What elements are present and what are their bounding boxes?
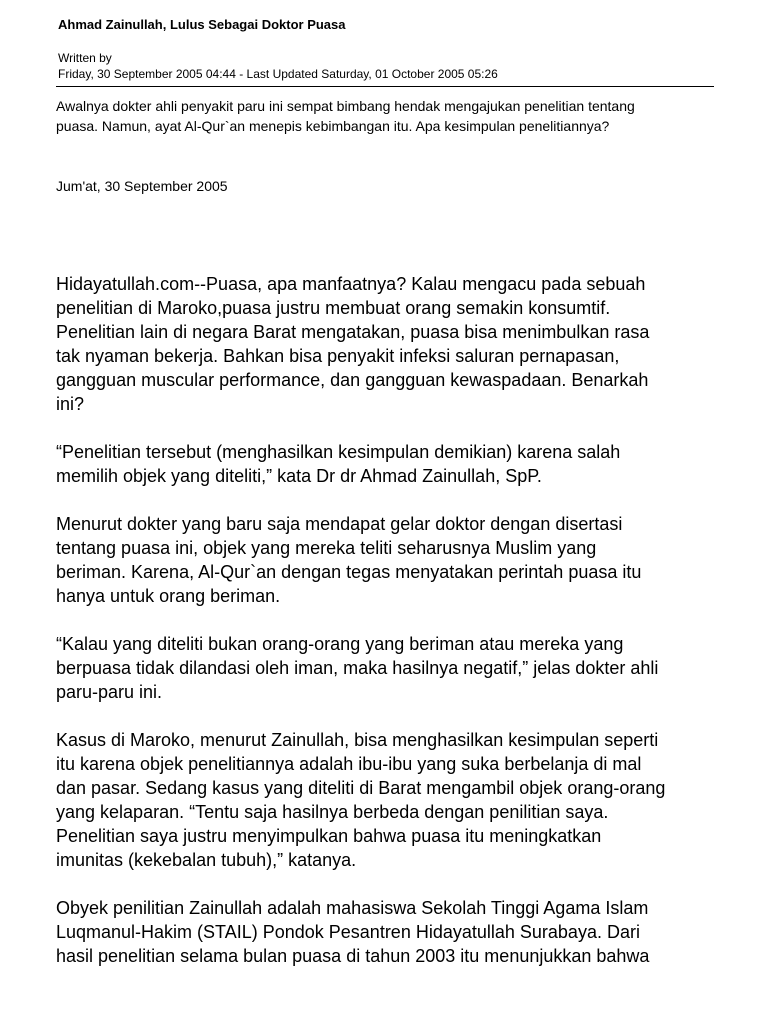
text-line: Kasus di Maroko, menurut Zainullah, bisa menghasilkan kesimpulan seperti xyxy=(56,730,659,750)
written-by-label: Written by xyxy=(58,51,112,65)
text-line: Luqmanul-Hakim (STAIL) Pondok Pesantren Hidayatullah Surabaya. Dari xyxy=(56,922,640,942)
article-meta xyxy=(58,50,498,82)
text-line: yang kelaparan. “Tentu saja hasilnya berbeda dengan penilitian saya. xyxy=(56,802,609,822)
paragraph xyxy=(56,272,732,416)
text-line: “Penelitian tersebut (menghasilkan kesimpulan demikian) karena salah xyxy=(56,442,621,462)
text-line: beriman. Karena, Al-Qur`an dengan tegas menyatakan perintah puasa itu xyxy=(56,562,642,582)
text-line: penelitian di Maroko,puasa justru membuat orang semakin konsumtif. xyxy=(56,298,611,318)
text-line: gangguan muscular performance, dan gangguan kewaspadaan. Benarkah xyxy=(56,370,649,390)
text-line: dan pasar. Sedang kasus yang diteliti di Barat mengambil objek orang-orang xyxy=(56,778,666,798)
article-body xyxy=(56,272,732,992)
text-line: “Kalau yang diteliti bukan orang-orang yang beriman atau mereka yang xyxy=(56,634,624,654)
text-line: hasil penelitian selama bulan puasa di tahun 2003 itu menunjukkan bahwa xyxy=(56,946,650,966)
text-line: imunitas (kekebalan tubuh),” katanya. xyxy=(56,850,357,870)
text-line: Hidayatullah.com--Puasa, apa manfaatnya? Kalau mengacu pada sebuah xyxy=(56,274,646,294)
text-line: itu karena objek penelitiannya adalah ibu-ibu yang suka berbelanja di mal xyxy=(56,754,642,774)
paragraph xyxy=(56,896,732,968)
text-line: Obyek penilitian Zainullah adalah mahasiswa Sekolah Tinggi Agama Islam xyxy=(56,898,649,918)
intro-line: Awalnya dokter ahli penyakit paru ini sempat bimbang hendak mengajukan penelitian tentang xyxy=(56,98,635,114)
intro-line: puasa. Namun, ayat Al-Qur`an menepis kebimbangan itu. Apa kesimpulan penelitiannya? xyxy=(56,118,610,134)
paragraph xyxy=(56,440,732,488)
paragraph xyxy=(56,632,732,704)
article-intro xyxy=(56,96,724,136)
article-title: Ahmad Zainullah, Lulus Sebagai Doktor Puasa xyxy=(58,17,346,32)
article-dateline: Friday, 30 September 2005 04:44 - Last Updated Saturday, 01 October 2005 05:26 xyxy=(58,67,498,81)
text-line: Penelitian saya justru menyimpulkan bahwa puasa itu meningkatkan xyxy=(56,826,602,846)
text-line: berpuasa tidak dilandasi oleh iman, maka hasilnya negatif,” jelas dokter ahli xyxy=(56,658,659,678)
text-line: paru-paru ini. xyxy=(56,682,163,702)
text-line: tentang puasa ini, objek yang mereka teliti seharusnya Muslim yang xyxy=(56,538,597,558)
text-line: memilih objek yang diteliti,” kata Dr dr Ahmad Zainullah, SpP. xyxy=(56,466,542,486)
text-line: tak nyaman bekerja. Bahkan bisa penyakit infeksi saluran pernapasan, xyxy=(56,346,620,366)
text-line: hanya untuk orang beriman. xyxy=(56,586,281,606)
text-line: Menurut dokter yang baru saja mendapat gelar doktor dengan disertasi xyxy=(56,514,623,534)
header-divider xyxy=(56,86,714,87)
paragraph xyxy=(56,728,732,872)
article-date: Jum'at, 30 September 2005 xyxy=(56,178,228,194)
text-line: ini? xyxy=(56,394,85,414)
text-line: Penelitian lain di negara Barat mengatakan, puasa bisa menimbulkan rasa xyxy=(56,322,650,342)
paragraph xyxy=(56,512,732,608)
